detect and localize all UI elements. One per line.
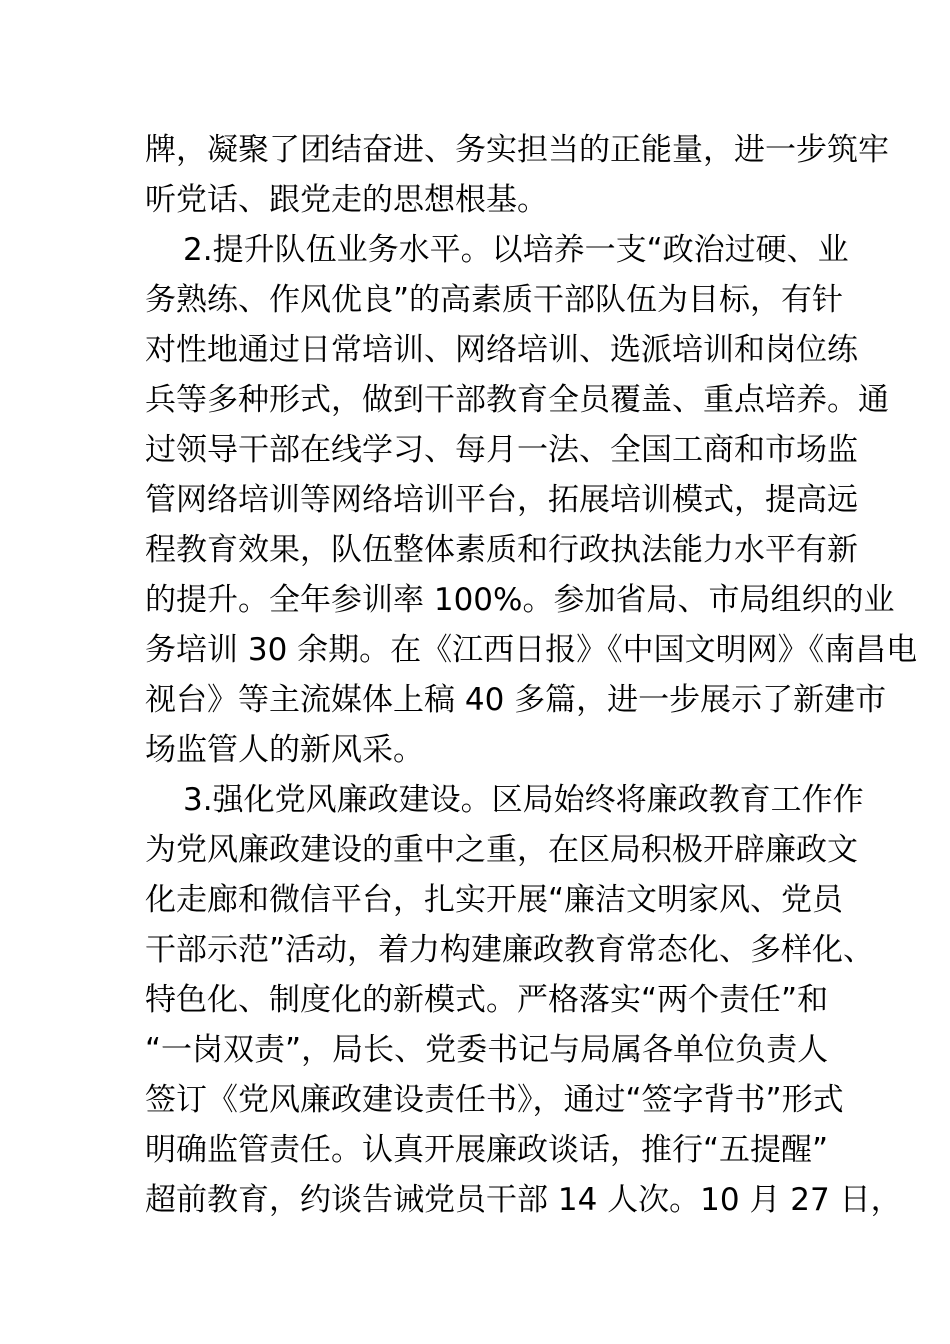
text-line-16: 化走廊和微信平台，扎实开展“廉洁文明家风、党员 — [145, 882, 844, 918]
text-line-22: 超前教育，约谈告诫党员干部 14 人次。10 月 27 日， — [145, 1182, 902, 1218]
paragraph-2-heading-line: 2.提升队伍业务水平。以培养一支“政治过硬、业 — [183, 232, 849, 268]
text-line-7: 过领导干部在线学习、每月一法、全国工商和市场监 — [145, 432, 858, 468]
text-line-13: 场监管人的新风采。 — [145, 732, 424, 768]
paragraph-3-heading-line: 3.强化党风廉政建设。区局始终将廉政教育工作作 — [183, 782, 864, 818]
text-line-15: 为党风廉政建设的重中之重，在区局积极开辟廉政文 — [145, 832, 858, 868]
text-line-4: 务熟练、作风优良”的高素质干部队伍为目标，有针 — [145, 282, 844, 318]
text-line-17: 干部示范”活动，着力构建廉政教育常态化、多样化、 — [145, 932, 875, 968]
text-line-5: 对性地通过日常培训、网络培训、选派培训和岗位练 — [145, 332, 858, 368]
text-line-6: 兵等多种形式，做到干部教育全员覆盖、重点培养。通 — [145, 382, 889, 418]
text-line-18: 特色化、制度化的新模式。严格落实“两个责任”和 — [145, 982, 829, 1018]
text-line-8: 管网络培训等网络培训平台，拓展培训模式，提高远 — [145, 482, 858, 518]
text-line-11: 务培训 30 余期。在《江西日报》《中国文明网》《南昌电 — [145, 632, 918, 668]
text-line-19: “一岗双责”，局长、党委书记与局属各单位负责人 — [145, 1032, 829, 1068]
text-line-2: 听党话、跟党走的思想根基。 — [145, 182, 548, 218]
text-line-9: 程教育效果，队伍整体素质和行政执法能力水平有新 — [145, 532, 858, 568]
text-line-1: 牌，凝聚了团结奋进、务实担当的正能量，进一步筑牢 — [145, 132, 889, 168]
text-line-10: 的提升。全年参训率 100%。参加省局、市局组织的业 — [145, 582, 895, 618]
text-line-20: 签订《党风廉政建设责任书》，通过“签字背书”形式 — [145, 1082, 844, 1118]
text-line-12: 视台》等主流媒体上稿 40 多篇，进一步展示了新建市 — [145, 682, 887, 718]
text-line-21: 明确监管责任。认真开展廉政谈话，推行“五提醒” — [145, 1132, 829, 1168]
